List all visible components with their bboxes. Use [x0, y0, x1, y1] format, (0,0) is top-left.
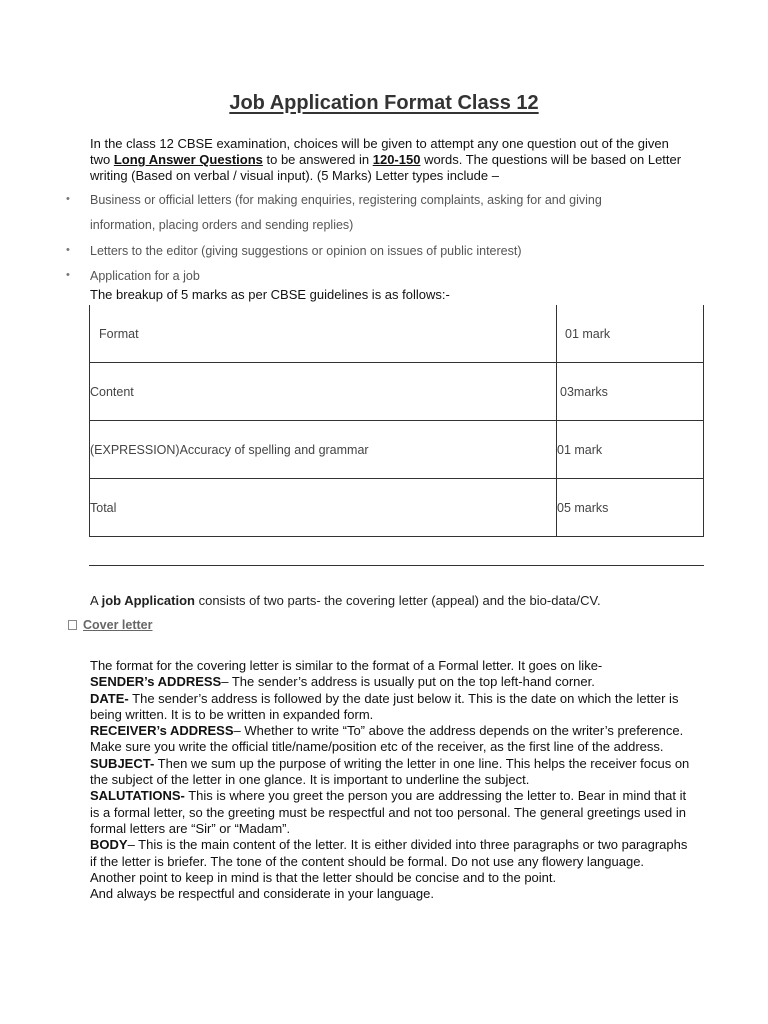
intro-paragraph	[90, 136, 690, 184]
long-answer-questions-text: Long Answer Questions	[113, 152, 263, 167]
table-row	[90, 305, 704, 363]
list-item-line: Business or official letters (for making enquiries, registering complaints, asking for and giving	[90, 193, 602, 207]
body-text: And always be respectful and considerate in your language.	[90, 886, 434, 902]
table-cell-item: Total	[90, 479, 557, 537]
page-title: Job Application Format Class 12	[229, 92, 539, 114]
marks-table	[89, 305, 704, 537]
body-paragraph	[90, 788, 690, 837]
table-cell-item: Content	[90, 363, 557, 421]
list-item-line: Letters to the editor (giving suggestions or opinion on issues of public interest)	[90, 244, 522, 258]
section-label: RECEIVER’s ADDRESS	[90, 723, 234, 739]
body-text: – Whether to write “To” above the address depends on the writer’s preference. Make sure you write the official title/name/position etc of the receiver, as the first line of the address.	[90, 723, 684, 755]
body-text: Then we sum up the purpose of writing the letter in one line. This helps the receiver focus on the subject of the letter in one glance. It is important to underline the subject.	[90, 755, 690, 788]
list-item-text	[90, 264, 650, 289]
cover-letter-label: Cover letter	[83, 618, 153, 632]
table-cell-item: Format	[90, 305, 557, 363]
table-row	[90, 479, 704, 537]
checkbox-glyph-icon	[68, 620, 77, 630]
table-cell-item: (EXPRESSION)Accuracy of spelling and grammar	[90, 421, 557, 479]
bullet-icon: •	[66, 193, 70, 205]
section-label: BODY	[90, 837, 128, 853]
body-text: The format for the covering letter is similar to the format of a Formal letter. It goes on like-	[90, 658, 603, 673]
section-label: SALUTATIONS-	[90, 788, 185, 804]
section-label: SENDER’s ADDRESS	[90, 674, 222, 690]
cover-letter-body	[90, 658, 690, 902]
table-row	[90, 363, 704, 421]
table-cell-marks: 01 mark	[557, 421, 704, 479]
table-cell-marks: 05 marks	[557, 479, 704, 537]
bullet-icon: •	[66, 244, 70, 256]
body-text: This is where you greet the person you are addressing the letter to. Bear in mind that it is a formal letter, so the greeting must be respectful and not too personal. The general greetings used in formal letters are “Sir” or “Madam”.	[90, 788, 687, 836]
table-row	[90, 421, 704, 479]
table-cell-marks: 01 mark	[557, 305, 704, 363]
list-item-line: Application for a job	[90, 269, 200, 283]
body-text: – The sender’s address is usually put on the top left-hand corner.	[221, 674, 595, 690]
horizontal-divider	[89, 565, 704, 566]
list-item-line: information, placing orders and sending replies)	[90, 218, 354, 232]
intro-text-2: to be answered in	[262, 152, 373, 167]
body-text: – This is the main content of the letter. It is either divided into three paragraphs or two paragraphs if the letter is briefer. The tone of the content should be formal. Do not use any flowery language. Another point to keep in mind is that the letter should be concise and to the point.	[90, 837, 688, 885]
job-line-suffix: consists of two parts- the covering letter (appeal) and the bio-data/CV.	[194, 593, 601, 608]
body-paragraph	[90, 756, 690, 789]
job-application-line	[90, 593, 601, 608]
body-paragraph	[90, 691, 690, 724]
body-paragraph	[90, 674, 690, 690]
body-text: The sender’s address is followed by the date just below it. This is the date on which the letter is being written. It is to be written in expanded form.	[90, 690, 679, 722]
job-line-prefix: A	[90, 593, 102, 608]
bullet-icon: •	[66, 269, 70, 281]
list-item-text	[90, 188, 650, 238]
word-range-text: 120-150	[372, 152, 421, 167]
table-cell-marks: 03marks	[557, 363, 704, 421]
body-paragraph	[90, 658, 690, 674]
section-label: SUBJECT-	[90, 755, 155, 771]
list-item-text	[90, 239, 650, 264]
intro-text-3: words. The questions will be based on Letter writing (Based on verbal / visual input). (5 Marks) Letter types include –	[90, 152, 682, 183]
section-label: DATE-	[90, 690, 129, 706]
body-paragraph	[90, 723, 690, 756]
intro-text-1: In the class 12 CBSE examination, choices will be given to attempt any one question out of the given two	[90, 136, 669, 167]
breakup-text: The breakup of 5 marks as per CBSE guidelines is as follows:-	[90, 287, 450, 302]
cover-letter-heading	[68, 618, 152, 632]
body-paragraph	[90, 837, 690, 886]
body-paragraph	[90, 886, 690, 902]
job-application-bold: job Application	[101, 593, 195, 608]
